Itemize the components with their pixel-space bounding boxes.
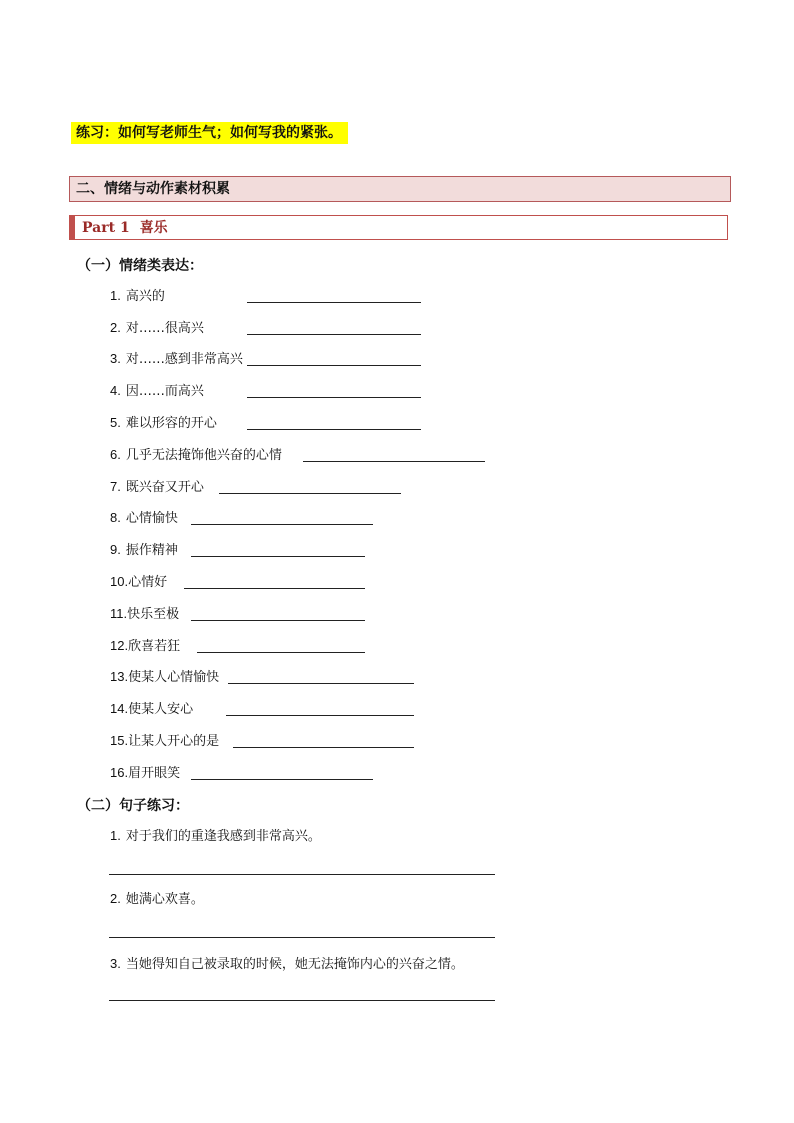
item-number: 13.	[110, 669, 129, 684]
item-number: 1.	[110, 288, 121, 303]
expression-item	[110, 573, 167, 591]
item-text: 难以形容的开心	[125, 416, 217, 431]
item-number: 8.	[110, 510, 121, 525]
item-number: 2.	[110, 891, 121, 906]
item-text: 几乎无法掩饰他兴奋的心情	[125, 448, 282, 463]
item-text: 使某人心情愉快	[128, 670, 220, 685]
answer-blank[interactable]	[191, 524, 373, 525]
item-text: 因……而高兴	[125, 384, 204, 399]
answer-blank[interactable]	[247, 365, 421, 366]
practice-note: 练习：如何写老师生气；如何写我的紧张。	[71, 122, 348, 144]
item-text: 振作精神	[125, 543, 178, 558]
answer-blank[interactable]	[197, 652, 365, 653]
answer-blank[interactable]	[191, 620, 365, 621]
sentence-item	[110, 890, 204, 908]
item-text: 欣喜若狂	[128, 639, 181, 654]
part-label	[82, 216, 168, 240]
expression-item	[110, 637, 180, 655]
item-text: 快乐至极	[127, 607, 180, 622]
part-topic: 喜乐	[139, 220, 168, 236]
answer-blank[interactable]	[247, 429, 421, 430]
sentence-item	[110, 827, 321, 845]
item-number: 4.	[110, 383, 121, 398]
item-number: 15.	[110, 733, 129, 748]
item-number: 3.	[110, 956, 121, 971]
expression-item	[110, 319, 204, 337]
item-number: 12.	[110, 638, 129, 653]
sentence-answer-line[interactable]	[109, 1000, 495, 1001]
answer-blank[interactable]	[247, 334, 421, 335]
item-text: 对……感到非常高兴	[125, 352, 243, 367]
expression-item	[110, 732, 219, 750]
expression-item	[110, 764, 180, 782]
part-accent-bar	[70, 216, 75, 239]
item-number: 5.	[110, 415, 121, 430]
answer-blank[interactable]	[219, 493, 401, 494]
sentence-item	[110, 955, 464, 973]
item-number: 7.	[110, 479, 121, 494]
item-text: 高兴的	[125, 289, 165, 304]
answer-blank[interactable]	[226, 715, 414, 716]
subsection-sentences-heading: （二）句子练习：	[77, 798, 189, 814]
item-text: 对……很高兴	[125, 321, 204, 336]
sentence-text: 当她得知自己被录取的时候，她无法掩饰内心的兴奋之情。	[125, 957, 464, 972]
answer-blank[interactable]	[247, 397, 421, 398]
expression-item	[110, 446, 282, 464]
item-text: 眉开眼笑	[128, 766, 181, 781]
answer-blank[interactable]	[233, 747, 414, 748]
expression-item	[110, 287, 165, 305]
item-number: 2.	[110, 320, 121, 335]
item-text: 让某人开心的是	[128, 734, 220, 749]
item-text: 既兴奋又开心	[125, 480, 204, 495]
expression-item	[110, 700, 193, 718]
item-number: 11.	[110, 606, 128, 621]
expression-item	[110, 350, 243, 368]
expression-item	[110, 414, 217, 432]
part-number: Part 1	[82, 220, 130, 236]
item-number: 6.	[110, 447, 121, 462]
expression-item	[110, 509, 178, 527]
item-text: 使某人安心	[128, 702, 194, 717]
answer-blank[interactable]	[191, 556, 365, 557]
answer-blank[interactable]	[228, 683, 414, 684]
part-heading	[69, 215, 728, 240]
subsection-expressions-heading: （一）情绪类表达：	[77, 258, 203, 274]
sentence-text: 对于我们的重逢我感到非常高兴。	[125, 829, 321, 844]
item-text: 心情好	[128, 575, 168, 590]
expression-item	[110, 541, 178, 559]
item-number: 3.	[110, 351, 121, 366]
item-number: 16.	[110, 765, 129, 780]
answer-blank[interactable]	[191, 779, 373, 780]
item-text: 心情愉快	[125, 511, 178, 526]
answer-blank[interactable]	[184, 588, 365, 589]
sentence-answer-line[interactable]	[109, 937, 495, 938]
expression-item	[110, 382, 204, 400]
section-title: 二、情绪与动作素材积累	[69, 176, 731, 202]
item-number: 9.	[110, 542, 121, 557]
answer-blank[interactable]	[247, 302, 421, 303]
expression-item	[110, 478, 204, 496]
sentence-text: 她满心欢喜。	[125, 892, 204, 907]
answer-blank[interactable]	[303, 461, 485, 462]
item-number: 10.	[110, 574, 129, 589]
expression-item	[110, 668, 219, 686]
expression-item	[110, 605, 179, 623]
item-number: 1.	[110, 828, 121, 843]
sentence-answer-line[interactable]	[109, 874, 495, 875]
item-number: 14.	[110, 701, 129, 716]
